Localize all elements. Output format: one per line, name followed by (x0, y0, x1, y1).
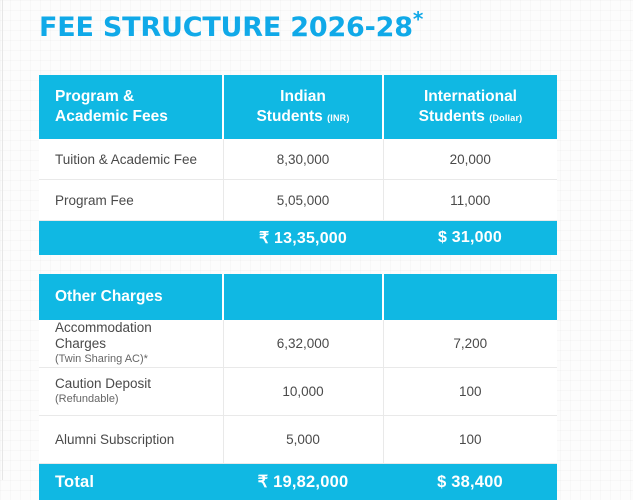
header-label-line1: Program & (55, 88, 135, 106)
header-cell-indian-students (223, 75, 383, 139)
row-label-sub: (Twin Sharing AC)* (55, 353, 148, 366)
table-row (39, 180, 557, 221)
table-row (39, 416, 557, 464)
page-title-asterisk: * (412, 7, 424, 31)
total-value-inr: ₹ 19,82,000 (223, 464, 383, 500)
total-row (39, 464, 557, 500)
subtotal-row (39, 221, 557, 256)
row-value-inr: 10,000 (223, 368, 383, 416)
header-label-line2: Students (418, 108, 485, 125)
header-cell-blank-usd (383, 274, 557, 320)
row-value-inr: 6,32,000 (223, 320, 383, 368)
header-cell-program-academic-fees (39, 75, 223, 139)
total-label: Total (39, 464, 223, 500)
row-value-usd: 100 (383, 416, 557, 464)
row-value-inr: 5,000 (223, 416, 383, 464)
page-title (39, 7, 424, 43)
table-row (39, 139, 557, 180)
header-cell-blank-inr (223, 274, 383, 320)
row-label: Program Fee (39, 180, 223, 221)
header-unit-dollar: (Dollar) (489, 113, 523, 123)
page-left-rule (2, 0, 3, 480)
row-label-main: Caution Deposit (55, 376, 152, 392)
row-value-usd: 7,200 (383, 320, 557, 368)
row-value-usd: 100 (383, 368, 557, 416)
other-charges-table (39, 274, 557, 500)
row-label (39, 368, 223, 416)
row-label: Tuition & Academic Fee (39, 139, 223, 180)
header-label-line1: International (423, 88, 517, 106)
subtotal-label (39, 221, 223, 256)
row-value-inr: 5,05,000 (223, 180, 383, 221)
row-label (39, 416, 223, 464)
subtotal-value-inr: ₹ 13,35,000 (223, 221, 383, 256)
row-label-main: Accommodation Charges (55, 320, 152, 352)
header-label-line1: Indian (280, 88, 326, 106)
header-label-line2: Students (256, 108, 323, 125)
row-label (39, 320, 223, 368)
subtotal-value-usd: $ 31,000 (383, 221, 557, 256)
header-unit-inr: (INR) (327, 113, 350, 123)
program-academic-fees-table (39, 75, 557, 255)
total-value-usd: $ 38,400 (383, 464, 557, 500)
header-cell-other-charges: Other Charges (39, 274, 223, 320)
row-value-usd: 11,000 (383, 180, 557, 221)
header-cell-international-students (383, 75, 557, 139)
table-header-row (39, 274, 557, 320)
table-header-row (39, 75, 557, 139)
row-value-inr: 8,30,000 (223, 139, 383, 180)
page-title-text: FEE STRUCTURE 2026-28 (39, 12, 413, 43)
row-label-main: Alumni Subscription (55, 431, 175, 447)
header-label-line2: Academic Fees (55, 108, 168, 125)
row-value-usd: 20,000 (383, 139, 557, 180)
row-label-sub: (Refundable) (55, 393, 119, 406)
table-row (39, 320, 557, 368)
table-row (39, 368, 557, 416)
